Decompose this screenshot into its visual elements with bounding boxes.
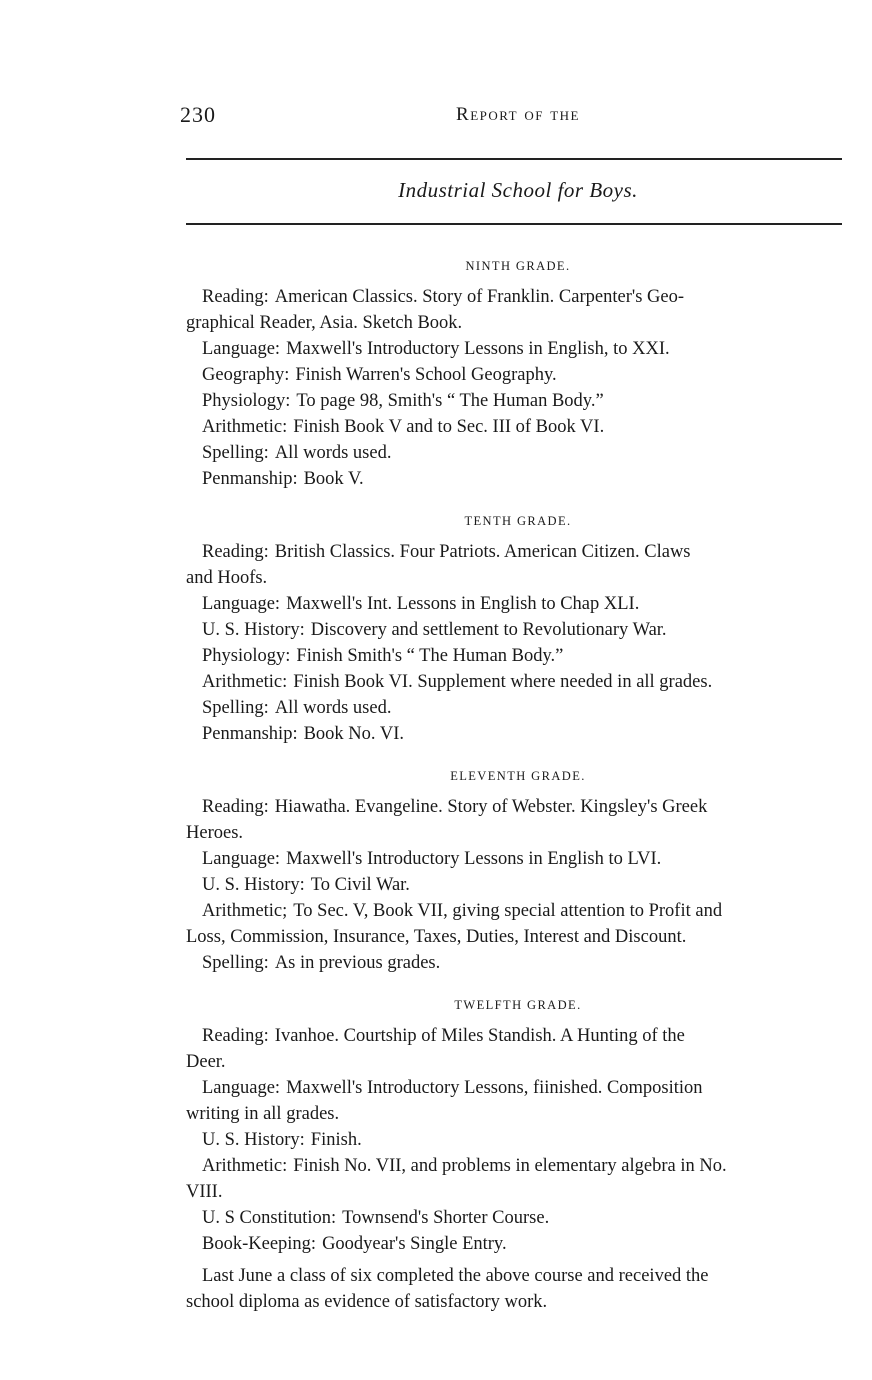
arithmetic-line — [186, 414, 850, 440]
closing-line-continued: school diploma as evidence of satisfactory work. — [186, 1292, 548, 1312]
history-text: Discovery and settlement to Revolutionary War. — [310, 620, 667, 640]
language-line-continued: writing in all grades. — [186, 1104, 340, 1124]
geography-label: Geography: — [202, 365, 290, 385]
spelling-line — [186, 950, 850, 976]
arithmetic-label: Arithmetic: — [202, 672, 288, 692]
reading-line-continued: and Hoofs. — [186, 568, 268, 588]
document-page — [180, 96, 850, 1315]
report-title: Report of the — [456, 104, 580, 125]
ninth-grade-section — [186, 259, 850, 492]
history-text: To Civil War. — [310, 875, 410, 895]
arithmetic-line-continued: Loss, Commission, Insurance, Taxes, Duties, Interest and Discount. — [186, 927, 687, 947]
arithmetic-label: Arithmetic; — [202, 901, 288, 921]
reading-text: Ivanhoe. Courtship of Miles Standish. A Hunting of the — [274, 1026, 685, 1046]
language-text: Maxwell's Introductory Lessons, fiinished. Composition — [286, 1078, 703, 1098]
spelling-text: As in previous grades. — [274, 953, 441, 973]
reading-line — [186, 794, 850, 820]
history-line — [186, 1127, 850, 1153]
arithmetic-line — [186, 898, 850, 924]
language-label: Language: — [202, 1078, 281, 1098]
page-subtitle: Industrial School for Boys. — [398, 178, 638, 202]
spelling-line — [186, 440, 850, 466]
spelling-text: All words used. — [274, 698, 392, 718]
bookkeeping-label: Book-Keeping: — [202, 1234, 317, 1254]
history-label: U. S. History: — [202, 875, 305, 895]
closing-line: Last June a class of six completed the above course and received the — [202, 1266, 709, 1286]
arithmetic-label: Arithmetic: — [202, 417, 288, 437]
penmanship-label: Penmanship: — [202, 469, 298, 489]
arithmetic-text: To Sec. V, Book VII, giving special attention to Profit and — [293, 901, 723, 921]
physiology-line — [186, 643, 850, 669]
language-label: Language: — [202, 849, 281, 869]
physiology-line — [186, 388, 850, 414]
reading-label: Reading: — [202, 287, 269, 307]
constitution-text: Townsend's Shorter Course. — [342, 1208, 550, 1228]
running-head — [180, 96, 850, 136]
physiology-label: Physiology: — [202, 646, 291, 666]
arithmetic-text: Finish No. VII, and problems in elementary algebra in No. — [293, 1156, 727, 1176]
penmanship-line — [186, 466, 850, 492]
tenth-grade-section — [186, 514, 850, 747]
top-rule — [186, 158, 842, 160]
spelling-label: Spelling: — [202, 698, 269, 718]
reading-line-continued: Heroes. — [186, 823, 244, 843]
reading-label: Reading: — [202, 542, 269, 562]
physiology-label: Physiology: — [202, 391, 291, 411]
page-number: 230 — [180, 102, 216, 127]
language-label: Language: — [202, 594, 281, 614]
section-heading: ELEVENTH GRADE. — [450, 769, 586, 783]
arithmetic-line-continued: VIII. — [186, 1182, 223, 1202]
penmanship-text: Book V. — [303, 469, 364, 489]
language-line — [186, 846, 850, 872]
arithmetic-text: Finish Book VI. Supplement where needed in all grades. — [293, 672, 713, 692]
section-heading: TWELFTH GRADE. — [454, 998, 582, 1012]
arithmetic-line — [186, 669, 850, 695]
physiology-text: Finish Smith's “ The Human Body.” — [296, 646, 564, 666]
spelling-line — [186, 695, 850, 721]
history-label: U. S. History: — [202, 620, 305, 640]
bottom-rule — [186, 223, 842, 225]
language-line — [186, 336, 850, 362]
history-line — [186, 872, 850, 898]
section-heading: TENTH GRADE. — [464, 514, 572, 528]
penmanship-line — [186, 721, 850, 747]
arithmetic-text: Finish Book V and to Sec. III of Book VI. — [293, 417, 605, 437]
language-text: Maxwell's Int. Lessons in English to Chap XLI. — [286, 594, 640, 614]
language-line — [186, 1075, 850, 1101]
reading-label: Reading: — [202, 1026, 269, 1046]
history-line — [186, 617, 850, 643]
reading-line-continued: Deer. — [186, 1052, 226, 1072]
reading-line — [186, 284, 850, 310]
section-heading: NINTH GRADE. — [465, 259, 571, 273]
geography-line — [186, 362, 850, 388]
spelling-label: Spelling: — [202, 443, 269, 463]
eleventh-grade-section — [186, 769, 850, 976]
language-line — [186, 591, 850, 617]
arithmetic-label: Arithmetic: — [202, 1156, 288, 1176]
reading-text: Hiawatha. Evangeline. Story of Webster. Kingsley's Greek — [274, 797, 708, 817]
language-text: Maxwell's Introductory Lessons in English to LVI. — [286, 849, 662, 869]
reading-label: Reading: — [202, 797, 269, 817]
bookkeeping-line — [186, 1231, 850, 1257]
reading-line-continued: graphical Reader, Asia. Sketch Book. — [186, 313, 463, 333]
physiology-text: To page 98, Smith's “ The Human Body.” — [296, 391, 604, 411]
arithmetic-line — [186, 1153, 850, 1179]
spelling-text: All words used. — [274, 443, 392, 463]
history-text: Finish. — [310, 1130, 362, 1150]
language-label: Language: — [202, 339, 281, 359]
bookkeeping-text: Goodyear's Single Entry. — [322, 1234, 507, 1254]
history-label: U. S. History: — [202, 1130, 305, 1150]
twelfth-grade-section — [186, 998, 850, 1257]
constitution-line — [186, 1205, 850, 1231]
language-text: Maxwell's Introductory Lessons in English, to XXI. — [286, 339, 670, 359]
reading-line — [186, 539, 850, 565]
constitution-label: U. S Constitution: — [202, 1208, 337, 1228]
reading-line — [186, 1023, 850, 1049]
reading-text: American Classics. Story of Franklin. Carpenter's Geo- — [274, 287, 685, 307]
geography-text: Finish Warren's School Geography. — [295, 365, 557, 385]
spelling-label: Spelling: — [202, 953, 269, 973]
closing-paragraph — [186, 1263, 850, 1315]
reading-text: British Classics. Four Patriots. American Citizen. Claws — [274, 542, 691, 562]
penmanship-text: Book No. VI. — [303, 724, 404, 744]
penmanship-label: Penmanship: — [202, 724, 298, 744]
